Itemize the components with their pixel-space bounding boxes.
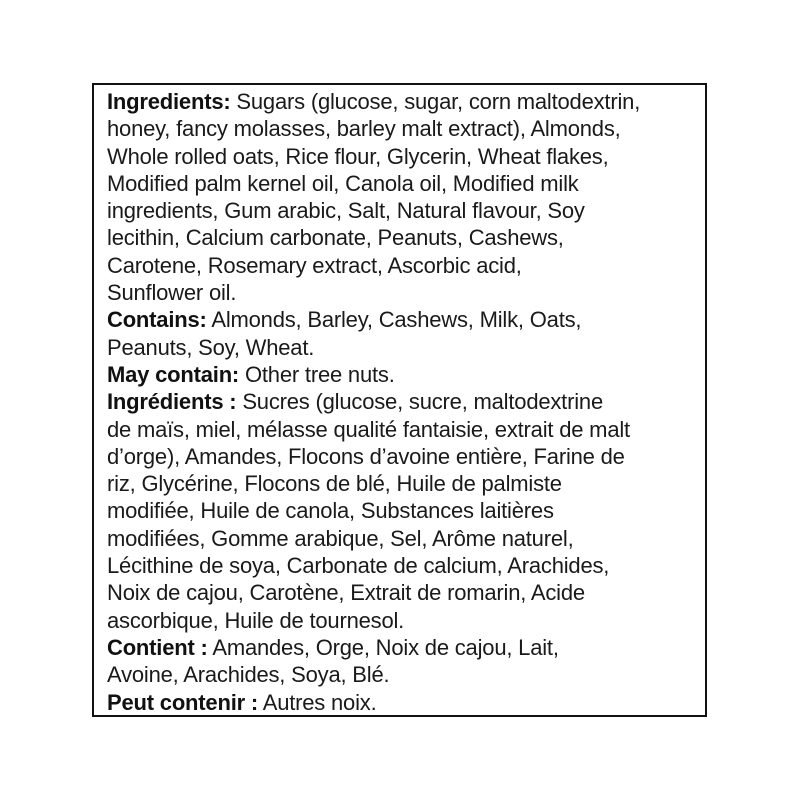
label-line-text: ingredients, Gum arabic, Salt, Natural flavour, Soy — [107, 198, 585, 224]
label-line — [107, 143, 697, 170]
label-line — [107, 552, 697, 579]
ingredients-label-box — [92, 83, 707, 717]
label-line-text: Modified palm kernel oil, Canola oil, Modified milk — [107, 170, 579, 196]
label-line — [107, 252, 697, 279]
label-line-text: ascorbique, Huile de tournesol. — [107, 607, 405, 633]
label-line — [107, 607, 697, 634]
label-line — [107, 361, 697, 388]
label-line — [107, 306, 697, 333]
label-line-text: modifiées, Gomme arabique, Sel, Arôme naturel, — [107, 525, 574, 551]
label-line-text: honey, fancy molasses, barley malt extract), Almonds, — [107, 116, 621, 142]
label-line — [107, 197, 697, 224]
label-line — [107, 634, 697, 661]
label-line-text: Almonds, Barley, Cashews, Milk, Oats, — [206, 307, 582, 333]
label-line-text: Autres noix. — [258, 689, 377, 715]
label-line — [107, 497, 697, 524]
label-line-text: Sugars (glucose, sugar, corn maltodextrin, — [230, 89, 641, 114]
label-line — [107, 443, 697, 470]
label-line — [107, 661, 697, 688]
label-line-text: de maïs, miel, mélasse qualité fantaisie, extrait de malt — [107, 416, 630, 442]
label-line-lead: Ingrédients : — [107, 389, 237, 415]
label-line-text: Sucres (glucose, sucre, maltodextrine — [236, 389, 603, 415]
label-line-lead: May contain: — [107, 361, 240, 387]
label-line — [107, 115, 697, 142]
label-line-text: Sunflower oil. — [107, 280, 237, 306]
label-line-text: modifiée, Huile de canola, Substances laitières — [107, 498, 554, 524]
label-line-text: Lécithine de soya, Carbonate de calcium, Arachides, — [107, 553, 610, 579]
label-line-text: Whole rolled oats, Rice flour, Glycerin, Wheat flakes, — [107, 143, 609, 169]
label-line — [107, 579, 697, 606]
label-line — [107, 416, 697, 443]
label-line — [107, 334, 697, 361]
label-line-lead: Ingredients: — [107, 89, 231, 114]
label-line — [107, 170, 697, 197]
label-line — [107, 388, 697, 415]
label-line-lead: Contient : — [107, 634, 208, 660]
label-line-text: lecithin, Calcium carbonate, Peanuts, Cashews, — [107, 225, 564, 251]
label-line-text: Amandes, Orge, Noix de cajou, Lait, — [207, 634, 559, 660]
label-line-text: Peanuts, Soy, Wheat. — [107, 334, 315, 360]
label-line — [107, 689, 697, 716]
label-line-text: Noix de cajou, Carotène, Extrait de romarin, Acide — [107, 580, 585, 606]
label-line-lead: Contains: — [107, 307, 207, 333]
label-line-text: d’orge), Amandes, Flocons d’avoine entière, Farine de — [107, 443, 625, 469]
label-line-text: Avoine, Arachides, Soya, Blé. — [107, 662, 390, 688]
label-line-text: Carotene, Rosemary extract, Ascorbic acid, — [107, 252, 522, 278]
label-line-text: riz, Glycérine, Flocons de blé, Huile de palmiste — [107, 471, 562, 497]
label-line-text: Other tree nuts. — [239, 361, 395, 387]
label-line — [107, 88, 697, 115]
label-line — [107, 279, 697, 306]
label-line — [107, 470, 697, 497]
label-line — [107, 224, 697, 251]
label-line — [107, 525, 697, 552]
label-line-lead: Peut contenir : — [107, 689, 259, 715]
